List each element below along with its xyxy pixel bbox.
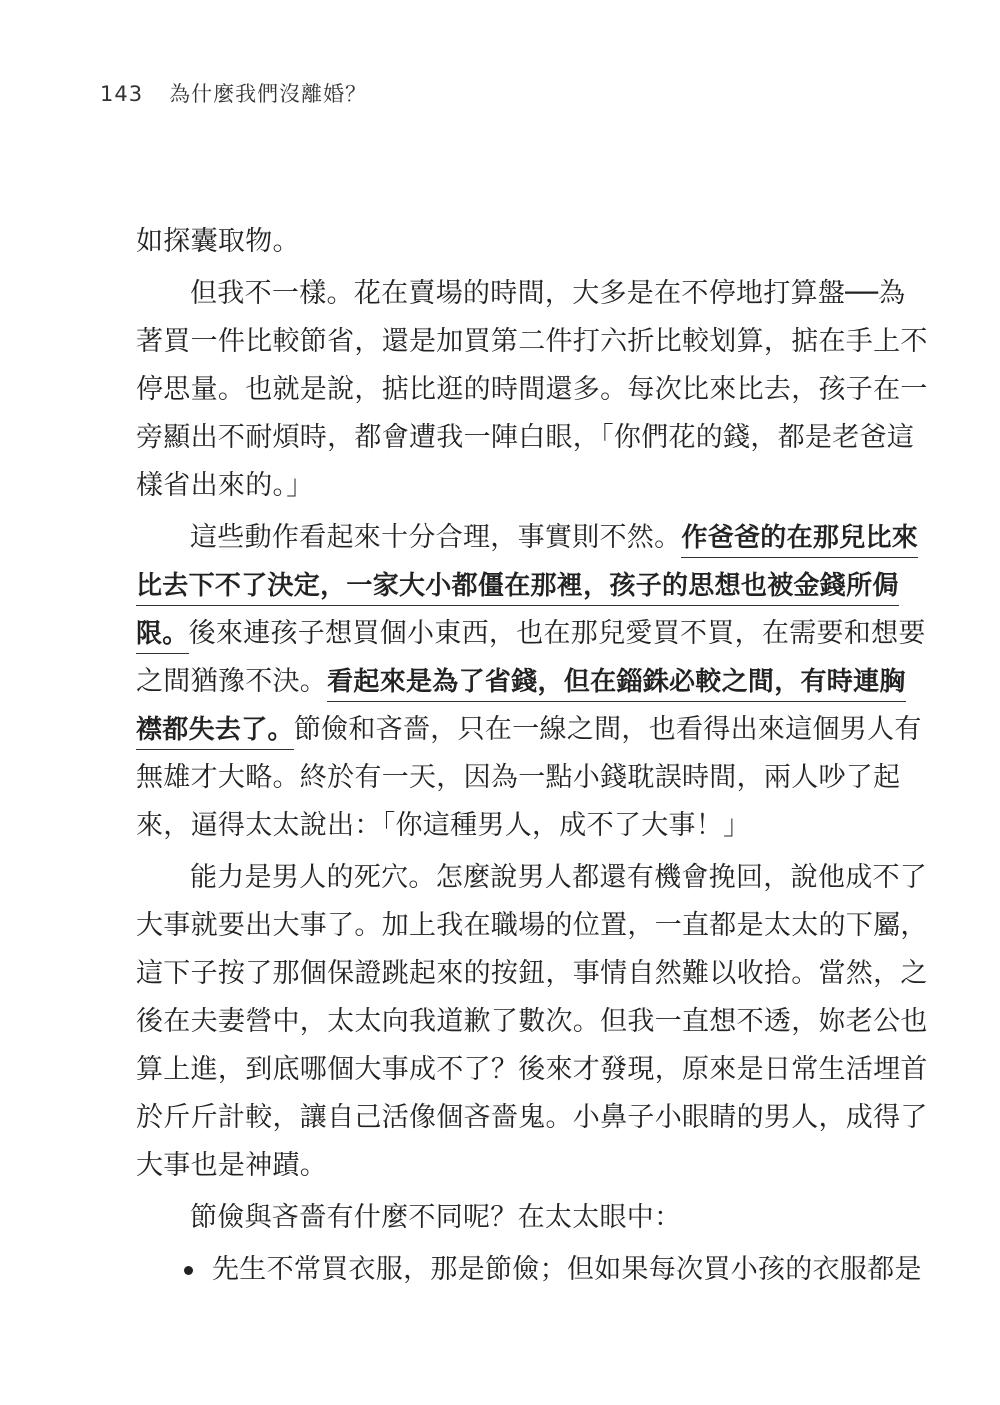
- highlighted-text: 比去下不了決定，一家大小都僵在那裡，孩子的思想也被金錢所侷: [136, 571, 899, 606]
- text-line: [136, 366, 928, 414]
- highlighted-text: 作爸爸的在那兒比來: [681, 523, 918, 558]
- text-segment: 著買一件比較節省，還是加買第二件打六折比較划算，掂在手上不: [136, 326, 928, 357]
- text-line: [136, 802, 866, 850]
- text-segment: 無雄才大略。終於有一天，因為一點小錢耽誤時間，兩人吵了起: [136, 762, 901, 793]
- text-line: [136, 754, 901, 802]
- text-segment: 之間猶豫不決。: [136, 666, 328, 697]
- chapter-title: 為什麼我們沒離婚？: [169, 82, 368, 106]
- text-segment: 這些動作看起來十分合理，事實則不然。: [190, 522, 682, 553]
- text-segment: 節儉和吝嗇，只在一線之間，也看得出來這個男人有: [293, 714, 922, 745]
- text-line: [136, 462, 866, 510]
- text-line: [136, 998, 928, 1046]
- text-segment: 大事也是神蹟。: [136, 1150, 328, 1181]
- text-segment: 於斤斤計較，讓自己活像個吝嗇鬼。小鼻子小眼睛的男人，成得了: [136, 1102, 928, 1133]
- highlighted-text: 看起來是為了省錢，但在錙銖必較之間，有時連胸: [327, 667, 906, 702]
- text-line: [136, 950, 928, 998]
- text-line: [136, 318, 928, 366]
- text-line: [136, 1142, 866, 1190]
- text-line: [136, 610, 926, 658]
- text-segment: 節儉與吝嗇有什麼不同呢？在太太眼中：: [190, 1202, 682, 1233]
- bullet-dot-icon: [184, 1266, 193, 1275]
- text-segment: 旁顯出不耐煩時，都會遭我一陣白眼，「你們花的錢，都是老爸這: [136, 422, 915, 453]
- text-line: [136, 902, 928, 950]
- text-segment: 後來連孩子想買個小東西，也在那兒愛買不買，在需要和想要: [188, 618, 926, 649]
- highlighted-text: 限。: [136, 619, 189, 654]
- text-line: [136, 270, 906, 318]
- text-segment: 能力是男人的死穴。怎麼說男人都還有機會挽回，說他成不了: [190, 862, 928, 893]
- text-line: [136, 1094, 928, 1142]
- text-line: [136, 1194, 866, 1242]
- text-segment: 大事就要出大事了。加上我在職場的位置，一直都是太太的下屬，: [136, 910, 928, 941]
- text-segment: 停思量。也就是說，掂比逛的時間還多。每次比來比去，孩子在一: [136, 374, 928, 405]
- text-segment: 如探囊取物。: [136, 226, 300, 257]
- text-line: [136, 562, 899, 610]
- bullet-text: 先生不常買衣服，那是節儉；但如果每次買小孩的衣服都是: [212, 1254, 922, 1285]
- bullet-item: [136, 1246, 922, 1294]
- text-segment: 來，逼得太太說出：「你這種男人，成不了大事！」: [136, 810, 751, 841]
- highlighted-text: 襟都失去了。: [136, 715, 294, 750]
- text-line: [136, 414, 915, 462]
- text-segment: 算上進，到底哪個大事成不了？後來才發現，原來是日常生活埋首: [136, 1054, 928, 1085]
- page-number: 143: [100, 82, 144, 106]
- text-line: [136, 854, 928, 902]
- text-line: [136, 1046, 928, 1094]
- text-line: [136, 706, 922, 754]
- text-line: [136, 658, 906, 706]
- text-line: [136, 514, 919, 562]
- body-text: [136, 218, 928, 1294]
- text-segment: 這下子按了那個保證跳起來的按鈕，事情自然難以收拾。當然，之: [136, 958, 928, 989]
- text-segment: 但我不一樣。花在賣場的時間，大多是在不停地打算盤──為: [190, 278, 906, 309]
- text-segment: 後在夫妻營中，太太向我道歉了數次。但我一直想不透，妳老公也: [136, 1006, 928, 1037]
- text-segment: 樣省出來的。」: [136, 470, 314, 501]
- text-line: [136, 218, 866, 266]
- running-header: [100, 78, 367, 108]
